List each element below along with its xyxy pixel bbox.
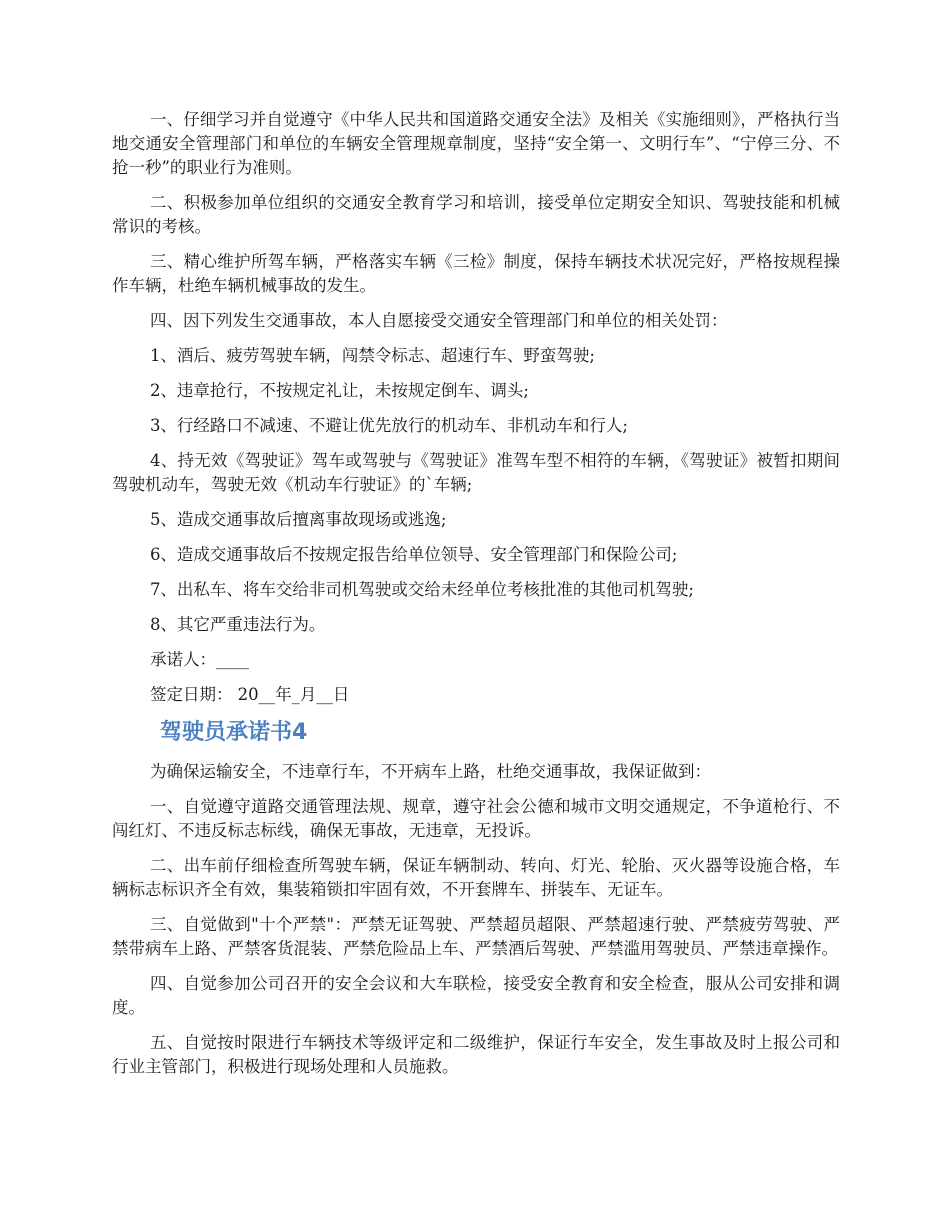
signing-date-line: 签定日期： 20__年_月__日 [149, 685, 350, 704]
clause-paragraph: 四、因下列发生交通事故，本人自愿接受交通安全管理部门和单位的相关处罚： [149, 311, 728, 330]
clause-paragraph: 三、自觉做到"十个严禁"：严禁无证驾驶、严禁超员超限、严禁超速行驶、严禁疲劳驾驶、严禁带病车上路、严禁客货混装、严禁危险品上车、严禁酒后驾驶、严禁滥用驾驶员、严禁违章操作。 [112, 915, 840, 958]
clause-paragraph: 二、积极参加单位组织的交通安全教育学习和培训，接受单位定期安全知识、驾驶技能和机械常识的考核。 [112, 193, 840, 236]
section-heading: 驾驶员承诺书4 [160, 720, 308, 745]
list-item: 6、造成交通事故后不按规定报告给单位领导、安全管理部门和保险公司; [149, 545, 678, 564]
clause-paragraph: 二、出车前仔细检查所驾驶车辆，保证车辆制动、转向、灯光、轮胎、灭火器等设施合格，车辆标志标识齐全有效，集装箱锁扣牢固有效，不开套牌车、拼装车、无证车。 [112, 856, 840, 899]
list-item: 1、酒后、疲劳驾驶车辆，闯禁令标志、超速行车、野蛮驾驶; [149, 346, 595, 365]
clause-paragraph: 一、自觉遵守道路交通管理法规、规章，遵守社会公德和城市文明交通规定，不争道枪行、不闯红灯、不违反标志标线，确保无事故，无违章，无投诉。 [112, 797, 840, 840]
pledge-section-3 [112, 108, 840, 707]
list-item: 2、违章抢行，不按规定礼让，未按规定倒车、调头; [149, 381, 529, 400]
signatory-line: 承诺人：____ [149, 650, 249, 669]
list-item: 3、行经路口不减速、不避让优先放行的机动车、非机动车和行人; [149, 416, 628, 435]
pledge-section-4 [112, 760, 840, 1079]
intro-paragraph: 为确保运输安全，不违章行车，不开病车上路，杜绝交通事故，我保证做到： [149, 762, 711, 781]
clause-paragraph: 三、精心维护所驾车辆，严格落实车辆《三检》制度，保持车辆技术状况完好，严格按规程操作车辆，杜绝车辆机械事故的发生。 [112, 252, 840, 295]
clause-paragraph: 一、仔细学习并自觉遵守《中华人民共和国道路交通安全法》及相关《实施细则》，严格执行当地交通安全管理部门和单位的车辆安全管理规章制度，坚持“安全第一、文明行车”、“宁停三分、不抢一秒”的职业行为准则。 [112, 110, 840, 177]
clause-paragraph: 五、自觉按时限进行车辆技术等级评定和二级维护，保证行车安全，发生事故及时上报公司和行业主管部门，积极进行现场处理和人员施救。 [112, 1033, 840, 1076]
list-item: 7、出私车、将车交给非司机驾驶或交给未经单位考核批准的其他司机驾驶; [149, 580, 694, 599]
list-item: 4、持无效《驾驶证》驾车或驾驶与《驾驶证》准驾车型不相符的车辆，《驾驶证》被暂扣期间驾驶机动车，驾驶无效《机动车行驶证》的`车辆; [112, 451, 840, 494]
clause-paragraph: 四、自觉参加公司召开的安全会议和大车联检，接受安全教育和安全检查，服从公司安排和调度。 [112, 974, 840, 1017]
list-item: 5、造成交通事故后擅离事故现场或逃逸; [149, 510, 447, 529]
list-item: 8、其它严重违法行为。 [149, 615, 326, 634]
